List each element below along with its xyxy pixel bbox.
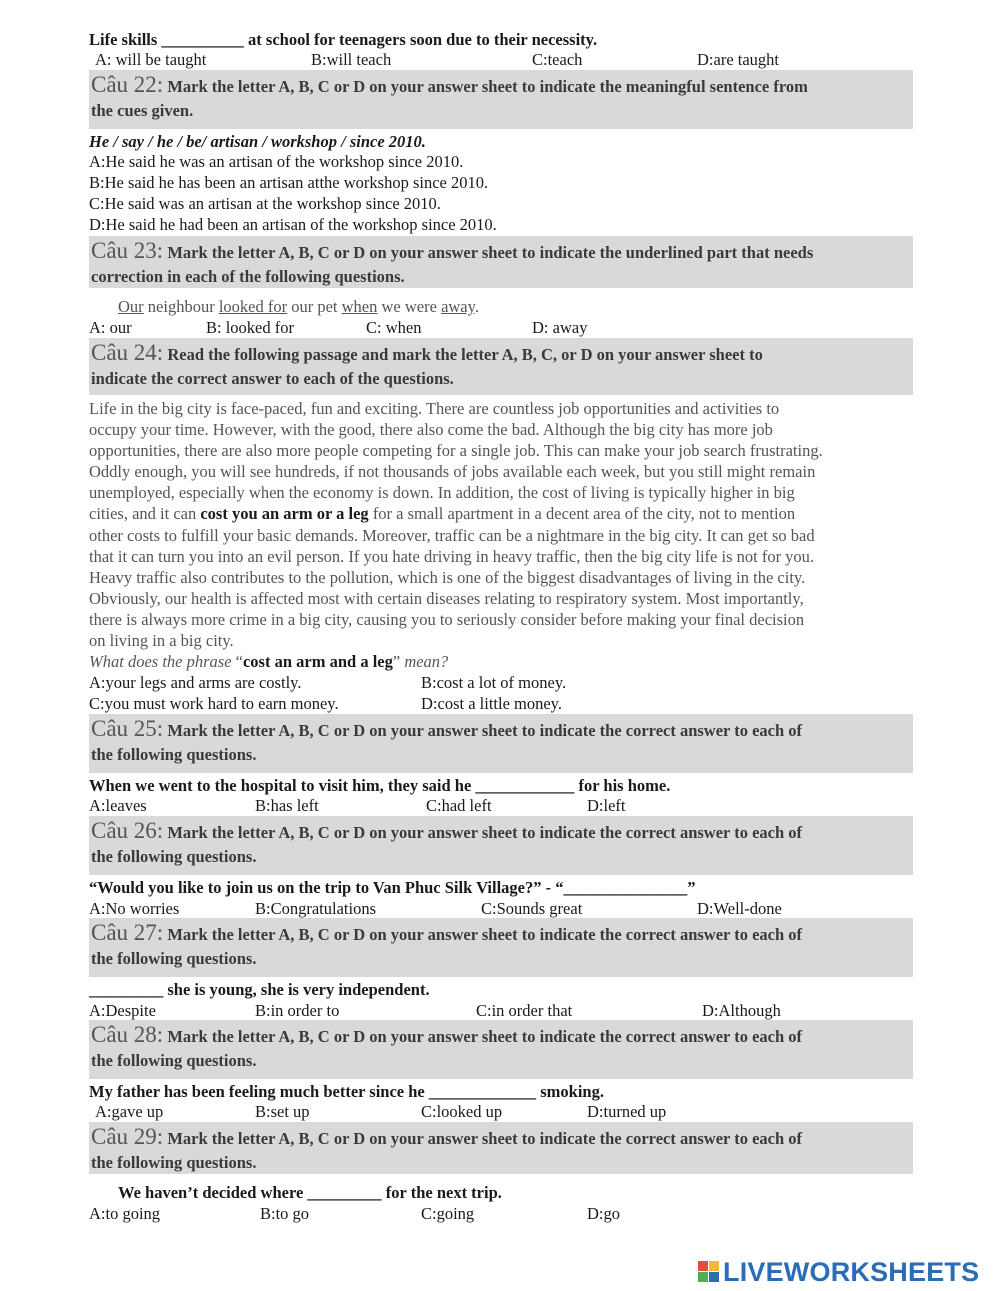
q23-underline-our: Our — [118, 297, 144, 316]
q24-number: Câu 24: — [91, 340, 164, 365]
q29-option-d[interactable]: D:go — [587, 1204, 620, 1223]
q24-instruction: Read the following passage and mark the letter A, B, C, or D on your answer sheet to — [167, 345, 763, 364]
q24-option-d[interactable]: D:cost a little money. — [421, 694, 562, 713]
q27-header — [89, 918, 913, 977]
q23-option-a[interactable]: A: our — [89, 318, 132, 337]
q27-number: Câu 27: — [91, 920, 164, 945]
q25-stem: When we went to the hospital to visit him, they said he ____________ for his home. — [89, 776, 671, 795]
q25-option-b[interactable]: B:has left — [255, 796, 319, 815]
q29-instruction-2: the following questions. — [91, 1153, 257, 1172]
passage-line — [89, 503, 913, 524]
q23-instruction-2: correction in each of the following questions. — [91, 267, 405, 286]
passage-line: occupy your time. However, with the good, there also come the bad. Although the big city has more job — [89, 420, 773, 440]
passage-line: Heavy traffic also contributes to the pollution, which is one of the biggest disadvantages of living in the city. — [89, 567, 806, 587]
q22-option-b[interactable]: B:He said he has been an artisan atthe workshop since 2010. — [89, 173, 489, 192]
q23-option-c[interactable]: C: when — [366, 318, 422, 337]
q27-stem: _________ she is young, she is very independent. — [89, 980, 430, 999]
q23-instruction: Mark the letter A, B, C or D on your answer sheet to indicate the underlined part that needs — [167, 243, 814, 262]
q28-option-c[interactable]: C:looked up — [421, 1102, 503, 1121]
q29-option-c[interactable]: C:going — [421, 1204, 475, 1223]
q24-question-text: What does the phrase — [89, 652, 236, 671]
q28-instruction: Mark the letter A, B, C or D on your answer sheet to indicate the correct answer to each of — [167, 1027, 803, 1046]
q22-cue: He / say / he / be/ artisan / workshop / since 2010. — [89, 132, 426, 151]
q28-option-a[interactable]: A:gave up — [95, 1102, 164, 1121]
q28-number: Câu 28: — [91, 1022, 164, 1047]
q26-header — [89, 816, 913, 875]
passage-line: other costs to fulfill your basic demands. Moreover, traffic can be a nightmare in the big city. It can get so bad — [89, 525, 815, 545]
logo-text: LIVEWORKSHEETS — [723, 1256, 980, 1287]
q23-option-b[interactable]: B: looked for — [206, 318, 294, 337]
q23-header — [89, 236, 913, 288]
q25-option-c[interactable]: C:had left — [426, 796, 492, 815]
q21-option-b[interactable]: B:will teach — [311, 50, 392, 69]
q23-text: we were — [377, 297, 442, 316]
q28-header — [89, 1020, 913, 1079]
liveworksheets-logo-icon — [698, 1261, 720, 1283]
q24-header — [89, 338, 913, 395]
q24-instruction-2: indicate the correct answer to each of the questions. — [91, 369, 454, 388]
q27-option-a[interactable]: A:Despite — [89, 1001, 156, 1020]
q23-underline-looked-for: looked for — [218, 297, 288, 316]
q28-option-b[interactable]: B:set up — [255, 1102, 310, 1121]
q26-instruction-2: the following questions. — [91, 847, 257, 866]
q25-option-a[interactable]: A:leaves — [89, 796, 147, 815]
q24-option-a[interactable]: A:your legs and arms are costly. — [89, 673, 302, 692]
passage-line: unemployed, especially when the economy is down. In addition, the cost of living is typically higher in big — [89, 483, 795, 503]
passage-line: that it can turn you into an evil person. If you hate driving in heavy traffic, then the big city life is not for you. — [89, 546, 815, 566]
q25-option-d[interactable]: D:left — [587, 796, 626, 815]
q29-number: Câu 29: — [91, 1124, 164, 1149]
q26-option-a[interactable]: A:No worries — [89, 899, 180, 918]
q26-number: Câu 26: — [91, 818, 164, 843]
q28-stem: My father has been feeling much better since he _____________ smoking. — [89, 1082, 604, 1101]
q27-instruction-2: the following questions. — [91, 949, 257, 968]
q24-option-b[interactable]: B:cost a lot of money. — [421, 673, 567, 692]
passage-line: Obviously, our health is affected most with certain diseases relating to respiratory system. Most importantly, — [89, 588, 804, 608]
q23-underline-away: away — [441, 297, 475, 316]
q26-stem: “Would you like to join us on the trip to Van Phuc Silk Village?” - “_______________” — [89, 878, 696, 897]
q23-option-d[interactable]: D: away — [532, 318, 588, 337]
q29-option-a[interactable]: A:to going — [89, 1204, 161, 1223]
q29-stem: We haven’t decided where _________ for the next trip. — [118, 1183, 502, 1202]
q29-instruction: Mark the letter A, B, C or D on your answer sheet to indicate the correct answer to each of — [167, 1129, 803, 1148]
q21-option-a[interactable]: A: will be taught — [95, 50, 207, 69]
q23-number: Câu 23: — [91, 238, 164, 263]
q25-instruction-2: the following questions. — [91, 745, 257, 764]
q27-option-d[interactable]: D:Although — [702, 1001, 781, 1020]
passage-text: for a small apartment in a decent area of the city, not to mention — [368, 504, 796, 524]
passage-line: Oddly enough, you will see hundreds, if not thousands of jobs available each week, but you still might remain — [89, 462, 816, 482]
q22-option-d[interactable]: D:He said he had been an artisan of the workshop since 2010. — [89, 215, 497, 234]
q22-option-c[interactable]: C:He said was an artisan at the workshop since 2010. — [89, 194, 441, 213]
passage-line: opportunities, there are also more people competing for a single job. This can make your job search frustrating. — [89, 441, 823, 461]
passage-line: on living in a big city. — [89, 631, 234, 651]
passage-line: there is always more crime in a big city, causing you to seriously consider before making your final decision — [89, 609, 805, 629]
q25-instruction: Mark the letter A, B, C or D on your answer sheet to indicate the correct answer to each of — [167, 721, 803, 740]
q24-question-text: mean? — [404, 652, 449, 671]
q22-instruction-2: the cues given. — [91, 101, 194, 120]
q23-text: neighbour — [143, 297, 219, 316]
q22-option-a[interactable]: A:He said he was an artisan of the workshop since 2010. — [89, 152, 464, 171]
q24-option-c[interactable]: C:you must work hard to earn money. — [89, 694, 339, 713]
q23-text: . — [474, 297, 479, 316]
passage-highlight-phrase: cost you an arm or a leg — [200, 504, 369, 524]
passage-text: cities, and it can — [89, 504, 201, 524]
q25-number: Câu 25: — [91, 716, 164, 741]
q29-option-b[interactable]: B:to go — [260, 1204, 310, 1223]
q29-header — [89, 1122, 913, 1174]
q23-underline-when: when — [341, 297, 378, 316]
q23-sentence — [118, 296, 479, 317]
q22-number: Câu 22: — [91, 72, 164, 97]
q24-question — [89, 651, 448, 672]
q27-instruction: Mark the letter A, B, C or D on your answer sheet to indicate the correct answer to each of — [167, 925, 803, 944]
q24-question-text: “ — [235, 652, 243, 671]
q26-option-b[interactable]: B:Congratulations — [255, 899, 376, 918]
liveworksheets-logo[interactable] — [698, 1257, 979, 1287]
q28-instruction-2: the following questions. — [91, 1051, 257, 1070]
q23-text: our pet — [287, 297, 342, 316]
q21-stem: Life skills __________ at school for teenagers soon due to their necessity. — [89, 30, 598, 49]
q28-option-d[interactable]: D:turned up — [587, 1102, 667, 1121]
q25-header — [89, 714, 913, 773]
q22-instruction: Mark the letter A, B, C or D on your answer sheet to indicate the meaningful sentence from — [167, 77, 808, 96]
q22-header — [89, 70, 913, 129]
q26-option-d[interactable]: D:Well-done — [697, 899, 782, 918]
reading-passage — [89, 398, 913, 651]
q27-option-c[interactable]: C:in order that — [476, 1001, 573, 1020]
passage-line: Life in the big city is face-paced, fun and exciting. There are countless job opportunities and activities to — [89, 399, 780, 418]
q21-option-c[interactable]: C:teach — [532, 50, 583, 69]
q27-option-b[interactable]: B:in order to — [255, 1001, 340, 1020]
q26-option-c[interactable]: C:Sounds great — [481, 899, 583, 918]
q24-question-text: ” — [392, 652, 405, 671]
q21-option-d[interactable]: D:are taught — [697, 50, 780, 69]
q26-instruction: Mark the letter A, B, C or D on your answer sheet to indicate the correct answer to each of — [167, 823, 803, 842]
q24-question-phrase: cost an arm and a leg — [242, 652, 393, 671]
